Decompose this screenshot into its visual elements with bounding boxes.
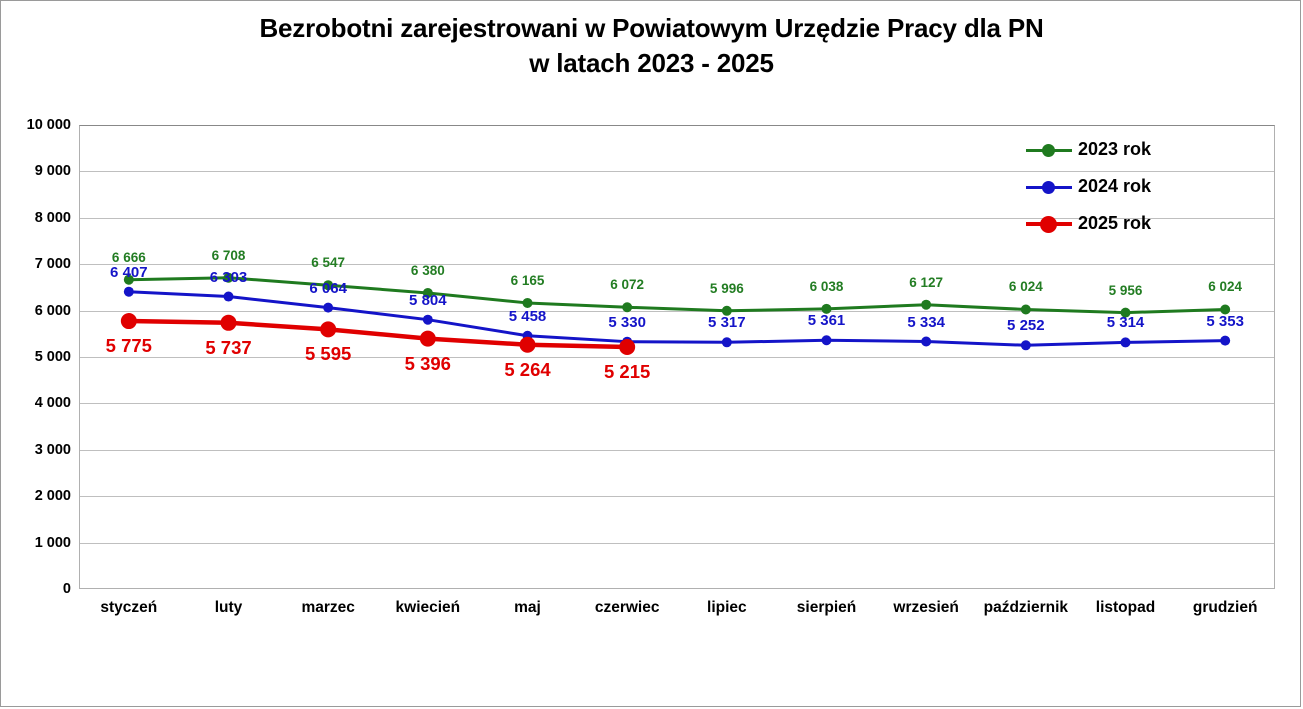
data-point-label: 6 165 bbox=[510, 272, 545, 288]
data-point-label: 5 804 bbox=[409, 291, 447, 309]
legend-marker-2025-icon bbox=[1026, 217, 1072, 231]
series-point-marker bbox=[921, 337, 931, 347]
x-axis-tick-label: wrzesień bbox=[893, 599, 959, 616]
data-point-label: 5 330 bbox=[608, 313, 646, 331]
series-point-marker bbox=[822, 335, 832, 345]
data-point-label: 6 547 bbox=[311, 255, 346, 271]
x-axis-tick-label: luty bbox=[214, 599, 243, 616]
series-point-marker bbox=[124, 287, 134, 297]
data-point-label: 5 996 bbox=[709, 280, 744, 296]
x-axis-tick-label: czerwiec bbox=[594, 599, 660, 616]
y-axis-tick-label: 7 000 bbox=[34, 256, 71, 273]
x-axis-tick-label: styczeń bbox=[100, 599, 158, 616]
series-point-marker bbox=[1021, 304, 1031, 314]
y-axis-tick-label: 2 000 bbox=[34, 488, 71, 505]
series-point-marker bbox=[221, 315, 237, 331]
chart-legend bbox=[1026, 131, 1256, 242]
data-point-label: 5 252 bbox=[1007, 317, 1045, 335]
legend-item-2025[interactable] bbox=[1026, 205, 1256, 242]
legend-label-2025: 2025 rok bbox=[1078, 213, 1152, 233]
data-point-label: 5 396 bbox=[404, 352, 451, 374]
series-line bbox=[129, 321, 627, 347]
x-axis-tick-label: grudzień bbox=[1192, 599, 1258, 616]
legend-marker-2024-icon bbox=[1026, 180, 1072, 194]
y-axis-tick-label: 5 000 bbox=[34, 349, 71, 365]
series-point-marker bbox=[121, 313, 137, 329]
data-point-label: 5 334 bbox=[907, 313, 945, 331]
data-point-label: 6 024 bbox=[1208, 279, 1243, 295]
y-axis-tick-label: 10 000 bbox=[26, 117, 71, 133]
x-axis-tick-label: maj bbox=[514, 599, 541, 616]
series-point-marker bbox=[420, 331, 436, 347]
data-point-label: 5 317 bbox=[708, 314, 746, 332]
data-point-label: 5 361 bbox=[807, 312, 846, 330]
y-axis-tick-label: 1 000 bbox=[34, 534, 71, 551]
series-point-marker bbox=[1121, 337, 1131, 347]
legend-item-2023[interactable] bbox=[1026, 131, 1256, 168]
data-point-label: 5 264 bbox=[504, 358, 551, 380]
series-point-marker bbox=[619, 339, 635, 355]
series-point-marker bbox=[1021, 340, 1031, 350]
series-point-marker bbox=[323, 303, 333, 313]
data-point-label: 5 595 bbox=[305, 343, 352, 365]
data-point-label: 5 353 bbox=[1206, 312, 1244, 330]
legend-label-2023: 2023 rok bbox=[1078, 139, 1152, 159]
data-point-label: 5 458 bbox=[508, 307, 547, 325]
data-point-label: 5 956 bbox=[1108, 282, 1143, 298]
series-point-marker bbox=[224, 292, 234, 302]
x-axis-tick-label: październik bbox=[983, 599, 1069, 616]
y-axis-tick-label: 6 000 bbox=[34, 302, 71, 319]
series-point-marker bbox=[1220, 336, 1230, 346]
x-axis-tick-label: sierpień bbox=[796, 599, 857, 616]
chart-title bbox=[1, 11, 1302, 81]
data-point-label: 6 127 bbox=[909, 274, 944, 290]
series-line bbox=[129, 292, 1225, 346]
y-axis-tick-label: 3 000 bbox=[34, 441, 71, 458]
y-axis-tick-label: 9 000 bbox=[34, 163, 71, 180]
data-point-label: 5 215 bbox=[604, 361, 651, 383]
data-point-label: 6 038 bbox=[809, 278, 844, 294]
data-point-label: 6 708 bbox=[211, 247, 246, 263]
data-point-label: 5 737 bbox=[205, 336, 252, 358]
x-axis-tick-label: marzec bbox=[301, 599, 355, 616]
series-line bbox=[129, 278, 1225, 313]
series-point-marker bbox=[320, 321, 336, 337]
data-point-label: 6 666 bbox=[111, 249, 146, 265]
series-point-marker bbox=[423, 315, 433, 325]
series-point-marker bbox=[921, 300, 931, 310]
legend-item-2024[interactable] bbox=[1026, 168, 1256, 205]
data-point-label: 5 314 bbox=[1106, 314, 1145, 332]
data-point-label: 6 303 bbox=[209, 268, 248, 286]
data-point-label: 5 775 bbox=[105, 335, 152, 357]
x-axis-tick-label: lipiec bbox=[707, 599, 747, 616]
data-point-label: 6 064 bbox=[309, 279, 347, 297]
x-axis-tick-label: kwiecień bbox=[395, 599, 461, 616]
y-axis-tick-label: 0 bbox=[62, 581, 71, 597]
data-point-label: 6 072 bbox=[610, 277, 645, 293]
data-point-label: 6 407 bbox=[110, 263, 148, 281]
series-point-marker bbox=[520, 337, 536, 353]
chart-title-line-2: w latach 2023 - 2025 bbox=[529, 48, 774, 79]
x-axis-tick-label: listopad bbox=[1095, 599, 1156, 616]
y-axis-tick-label: 4 000 bbox=[34, 395, 71, 412]
legend-marker-2023-icon bbox=[1026, 143, 1072, 157]
series-point-marker bbox=[622, 302, 632, 312]
chart-title-line-1: Bezrobotni zarejestrowani w Powiatowym Urzędzie Pracy dla PN bbox=[259, 13, 1044, 43]
legend-label-2024: 2024 rok bbox=[1078, 176, 1152, 196]
y-axis-tick-label: 8 000 bbox=[34, 209, 71, 226]
series-point-marker bbox=[523, 298, 533, 308]
series-point-marker bbox=[722, 337, 732, 347]
data-point-label: 6 380 bbox=[410, 262, 445, 278]
data-point-label: 6 024 bbox=[1008, 279, 1043, 295]
